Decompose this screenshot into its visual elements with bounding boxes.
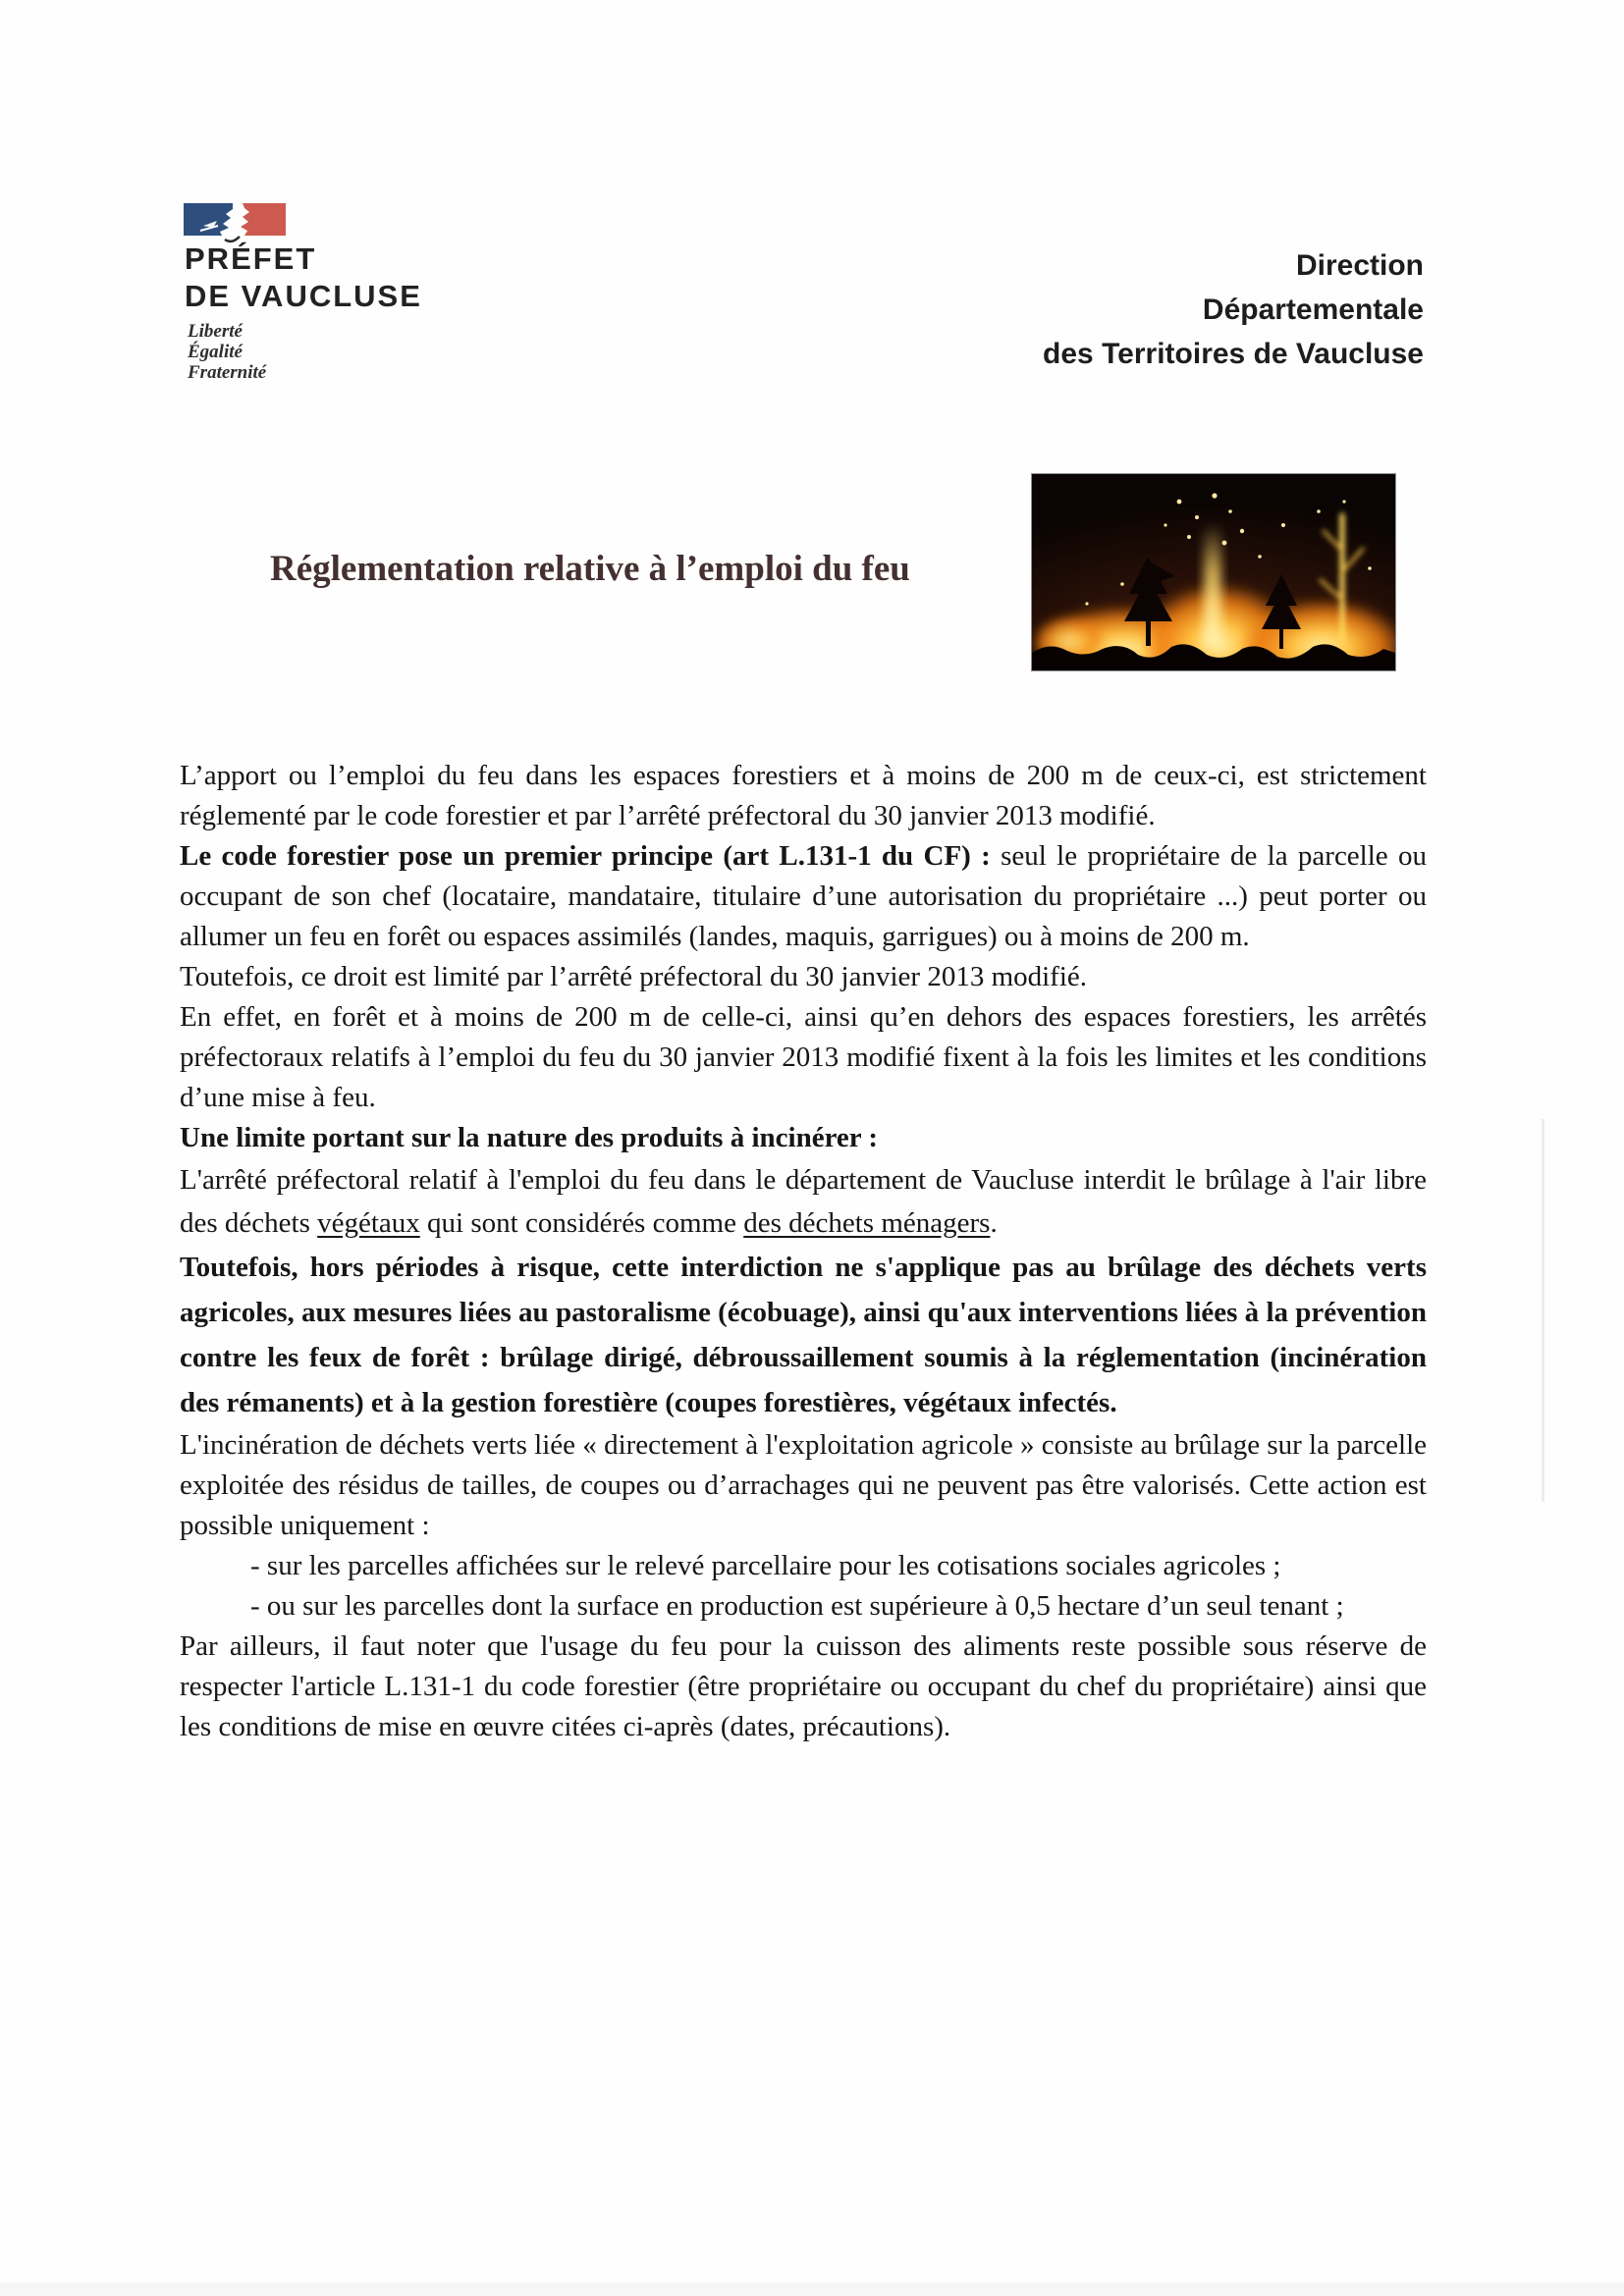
forest-fire-photo	[1032, 474, 1395, 670]
direction-line1: Direction	[1295, 249, 1424, 282]
scan-artifact-line	[1542, 1119, 1544, 1502]
direction-line2: Départementale	[1202, 294, 1424, 326]
republic-motto	[188, 321, 266, 383]
paragraph-en-effet-text: En effet, en forêt et à moins de 200 m de celle-ci, ainsi qu’en dehors des espaces forestiers, les arrêtés préfectoraux relatifs à l’emploi du feu du 30 janvier 2013 modifié fixent à la fois les limites et les conditions d’une mise à feu.	[180, 1001, 1427, 1113]
bullet-surface-production	[180, 1586, 1427, 1627]
paragraph-en-effet	[180, 997, 1427, 1118]
document-title: Réglementation relative à l’emploi du feu	[270, 549, 910, 589]
section-heading-limite-produits	[180, 1118, 1427, 1158]
paragraph-intro	[180, 756, 1427, 836]
paragraph-arrete-interdit	[180, 1158, 1427, 1245]
french-flag-marianne-icon	[184, 202, 286, 245]
bullet-surface-production-text: - ou sur les parcelles dont la surface en production est supérieure à 0,5 hectare d’un seul tenant ;	[250, 1590, 1344, 1622]
bullet-releve-parcellaire	[180, 1546, 1427, 1586]
paragraph-arrete-interdit-b: qui sont considérés comme	[419, 1207, 744, 1239]
scan-artifact-bottom-edge	[0, 2282, 1624, 2296]
paragraph-incineration-agricole-text: L'incinération de déchets verts liée « directement à l'exploitation agricole » consiste au brûlage sur la parcelle exploitée des résidus de tailles, de coupes ou d’arrachages qui ne peuvent pas être valorisés. Cette action est possible uniquement :	[180, 1429, 1427, 1541]
prefecture-line2: DE VAUCLUSE	[185, 279, 422, 313]
prefecture-line1: PRÉFET	[185, 241, 317, 276]
direction-line3: des Territoires de Vaucluse	[1043, 338, 1424, 370]
paragraph-intro-text: L’apport ou l’emploi du feu dans les espaces forestiers et à moins de 200 m de ceux-ci, est strictement réglementé par le code forestier et par l’arrêté préfectoral du 30 janvier 2013 modifié.	[180, 760, 1427, 831]
paragraph-cuisson-aliments	[180, 1627, 1427, 1747]
paragraph-toutefois-droit-text: Toutefois, ce droit est limité par l’arrêté préfectoral du 30 janvier 2013 modifié.	[180, 961, 1088, 992]
bullet-releve-parcellaire-text: - sur les parcelles affichées sur le relevé parcellaire pour les cotisations sociales agricoles ;	[250, 1550, 1281, 1581]
paragraph-exceptions-bold	[180, 1245, 1427, 1425]
motto-line-liberte: Liberté	[188, 321, 243, 342]
paragraph-cuisson-aliments-text: Par ailleurs, il faut noter que l'usage du feu pour la cuisson des aliments reste possible sous réserve de respecter l'article L.131-1 du code forestier (être propriétaire ou occupant du chef du propriétaire) ainsi que les conditions de mise en œuvre citées ci-après (dates, précautions).	[180, 1630, 1427, 1742]
underlined-dechets-menagers: des déchets ménagers	[743, 1207, 991, 1239]
paragraph-exceptions-bold-text: Toutefois, hors périodes à risque, cette interdiction ne s'applique pas au brûlage des déchets verts agricoles, aux mesures liées au pastoralisme (écobuage), ainsi qu'aux interventions liées à la prévention contre les feux de forêt : brûlage dirigé, débroussaillement soumis à la réglementation (incinération des rémanents) et à la gestion forestière (coupes forestières, végétaux infectés.	[180, 1252, 1427, 1418]
paragraph-code-forestier-lead: Le code forestier pose un premier principe (art L.131-1 du CF) :	[180, 840, 991, 872]
underlined-vegetaux: végétaux	[317, 1207, 420, 1239]
paragraph-incineration-agricole	[180, 1425, 1427, 1546]
paragraph-arrete-interdit-a: L'arrêté préfectoral relatif à l'emploi du feu dans le département de Vaucluse interdit le brûlage à l'air libre des déchets	[180, 1164, 1427, 1239]
document-body	[180, 756, 1427, 1747]
paragraph-code-forestier-rest: seul le propriétaire de la parcelle ou occupant de son chef (locataire, mandataire, titulaire d’une autorisation du propriétaire ...) peut porter ou allumer un feu en forêt ou espaces assimilés (landes, maquis, garrigues) ou à moins de 200 m.	[180, 840, 1427, 952]
prefecture-name	[185, 240, 422, 315]
paragraph-arrete-interdit-c: .	[990, 1207, 998, 1239]
motto-line-fraternite: Fraternité	[188, 362, 267, 383]
direction-header	[1043, 243, 1424, 376]
section-heading-limite-produits-text: Une limite portant sur la nature des produits à incinérer :	[180, 1122, 879, 1153]
paragraph-code-forestier	[180, 836, 1427, 957]
paragraph-toutefois-droit	[180, 957, 1427, 997]
motto-line-egalite: Égalité	[188, 342, 243, 362]
